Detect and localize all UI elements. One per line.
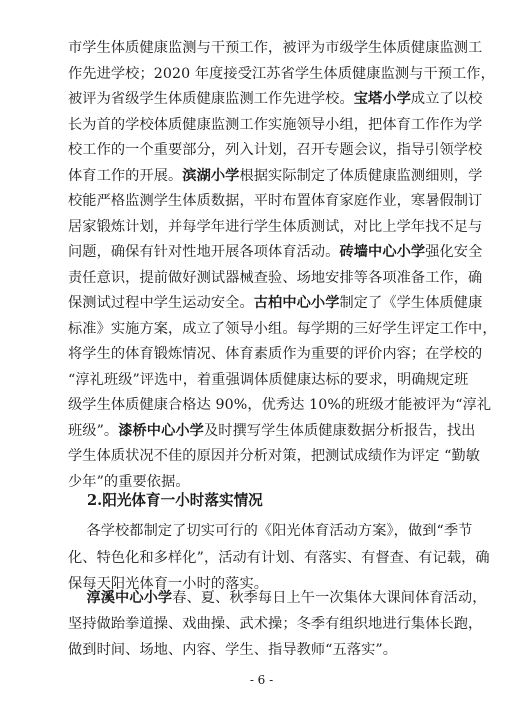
text-run: 市学生体质健康监测与干预工作，被评为市级学生体质健康监测工	[68, 40, 483, 56]
text-line	[68, 614, 483, 634]
text-run: 制定了《学生体质健康	[339, 295, 483, 311]
text-run: 居家锻炼计划，并每学年进行学生体质测试，对比上学年找不足与	[68, 218, 483, 235]
text-run: 被评为省级学生体质健康监测工作先进学校。	[68, 91, 354, 107]
text-run: 根据实际制定了体质健康监测细则，学	[239, 167, 483, 184]
text-line	[68, 472, 460, 492]
text-line	[68, 268, 483, 288]
text-line	[68, 370, 469, 390]
text-line	[68, 319, 497, 339]
text-line	[68, 38, 483, 58]
text-run: 保每天阳光体育一小时的落实。	[68, 576, 269, 592]
text-line	[68, 115, 483, 135]
text-run: 责任意识，提前做好测试器械查验、场地安排等各项准备工作，确	[68, 269, 483, 286]
text-line	[68, 395, 492, 415]
text-line	[68, 242, 483, 262]
text-run: 化、特色化和多样化”，活动有计划、有落实、有督查、有记载，确	[68, 549, 490, 566]
text-run: 班级”。	[68, 422, 119, 439]
text-line	[68, 421, 476, 441]
text-line	[68, 548, 490, 568]
section-heading: 2.阳光体育一小时落实情况	[87, 492, 263, 509]
text-run: 长为首的学校体质健康监测工作实施领导小组，把体育工作作为学	[68, 116, 483, 133]
text-run: 及时撰写学生体质健康数据分析报告，找出	[203, 422, 476, 439]
school-name: 古柏中心小学	[253, 295, 340, 311]
text-run: 标准》实施方案，成立了领导小组。每学期的三好学生评定工作中，	[68, 320, 497, 337]
school-name: 滨湖小学	[182, 167, 240, 184]
text-run: 保测试过程中学生运动安全。	[68, 295, 254, 311]
text-line	[68, 89, 483, 109]
page-number: - 6 -	[249, 673, 274, 687]
text-run: 级学生体质健康合格达 90%，优秀达 10%的班级才能被评为“淳礼	[68, 397, 492, 413]
text-run: “淳礼班级”评选中，着重强调体质健康达标的要求，明确规定班	[68, 371, 469, 388]
text-run: 坚持做跆拳道操、戏曲操、武术操；冬季有组织地进行集体长跑，	[68, 616, 483, 632]
text-run: 校工作的一个重要部分，列入计划，召开专题会议，指导引领学校	[68, 142, 483, 158]
text-run: 做到时间、场地、内容、学生、指导教师“五落实”。	[68, 642, 398, 658]
text-line	[68, 64, 495, 84]
text-run: 将学生的体育锻炼情况、体育素质作为重要的评价内容；在学校的	[68, 346, 483, 362]
text-run: 校能严格监测学生体质数据，平时布置体育家庭作业，寒暑假制订	[68, 193, 483, 209]
text-run: 问题，确保有针对性地开展各项体育活动。	[68, 244, 340, 260]
text-line	[68, 521, 473, 541]
text-run: 作先进学校；2020 年度接受江苏省学生体质健康监测与干预工作，	[68, 65, 495, 82]
text-run: 成立了以校	[410, 91, 483, 107]
text-line	[68, 344, 483, 364]
school-name: 宝塔小学	[353, 91, 411, 107]
text-line	[68, 140, 483, 160]
text-line	[68, 640, 460, 660]
text-line	[68, 588, 487, 608]
school-name: 砖墙中心小学	[339, 244, 426, 260]
text-line	[68, 446, 481, 466]
text-run: 少年”的重要依据。	[68, 473, 190, 490]
text-run: 学生体质状况不佳的原因并分析对策，把测试成绩作为评定 “勤敏	[68, 448, 481, 464]
text-run: 各学校都制定了切实可行的《阳光体育活动方案》，做到“季节	[68, 523, 473, 539]
text-run: 强化安全	[425, 244, 483, 260]
text-run: 体育工作的开展。	[68, 167, 183, 184]
text-line	[68, 217, 483, 237]
text-line	[68, 166, 483, 186]
text-line	[68, 191, 483, 211]
school-name: 淳溪中心小学	[86, 590, 173, 606]
text-line	[68, 293, 483, 313]
school-name: 漆桥中心小学	[118, 422, 204, 439]
text-run	[68, 590, 86, 606]
text-run: 春、夏、秋季每日上午一次集体大课间体育活动，	[172, 590, 487, 606]
